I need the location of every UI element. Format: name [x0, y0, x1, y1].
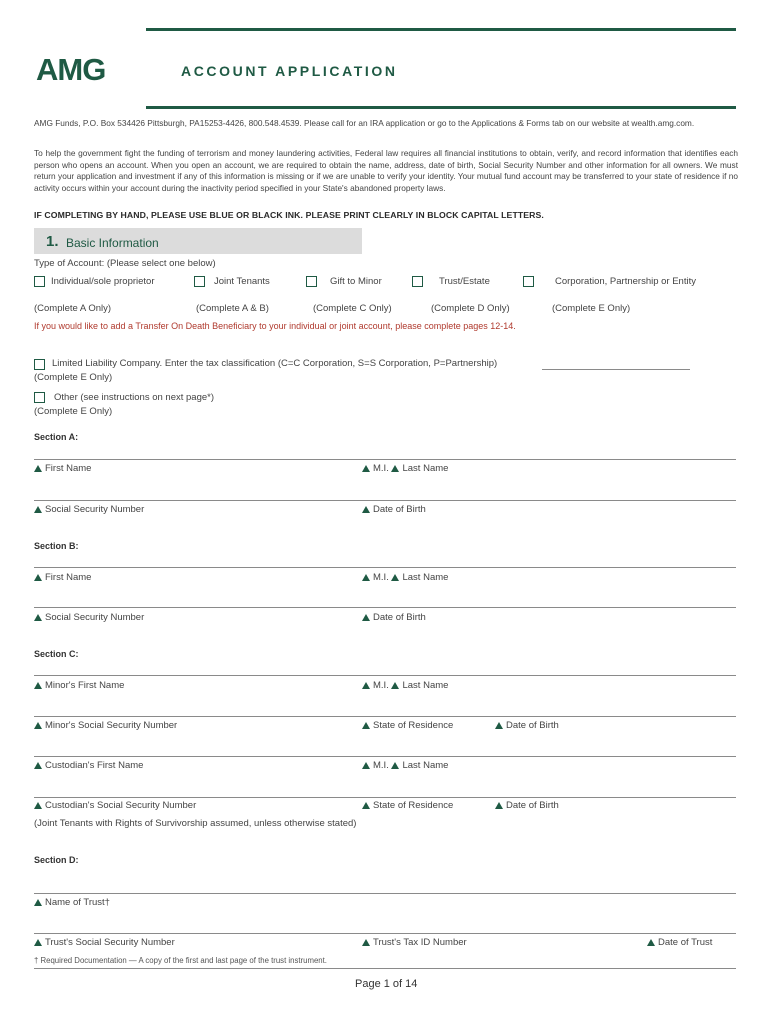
- ink-notice: IF COMPLETING BY HAND, PLEASE USE BLUE OR BLACK INK. PLEASE PRINT CLEARLY IN BLOCK CAPITAL LETTERS.: [34, 210, 544, 220]
- section-1-number: 1.: [46, 233, 59, 250]
- option-individual-label: Individual/sole proprietor: [51, 276, 155, 287]
- required-marker-icon: [391, 762, 399, 769]
- b-ssn-field[interactable]: Social Security Number: [34, 612, 144, 623]
- section-b-line-1: [34, 567, 736, 568]
- c-minor-first-name-field[interactable]: Minor's First Name: [34, 680, 124, 691]
- c-custodian-ssn-field[interactable]: Custodian's Social Security Number: [34, 800, 196, 811]
- llc-tax-classification-field[interactable]: [542, 369, 690, 370]
- section-b-line-2: [34, 607, 736, 608]
- required-marker-icon: [34, 465, 42, 472]
- required-marker-icon: [362, 682, 370, 689]
- tod-notice: If you would like to add a Transfer On Death Beneficiary to your individual or joint account, please complete pages 12-14.: [34, 321, 516, 331]
- c-minor-mi-last-name-field[interactable]: M.I. Last Name: [362, 680, 448, 691]
- b-mi-last-name-field[interactable]: M.I. Last Name: [362, 572, 448, 583]
- required-marker-icon: [34, 574, 42, 581]
- option-trust-label: Trust/Estate: [439, 276, 490, 287]
- llc-label: Limited Liability Company. Enter the tax classification (C=C Corporation, S=S Corporation, P=Partnership): [52, 358, 498, 369]
- required-marker-icon: [34, 506, 42, 513]
- option-joint-label: Joint Tenants: [214, 276, 270, 287]
- note-individual: (Complete A Only): [34, 303, 112, 314]
- section-d-line-1: [34, 893, 736, 894]
- amg-logo: AMG: [36, 52, 106, 87]
- section-c-title: Section C:: [34, 649, 79, 659]
- required-marker-icon: [34, 899, 42, 906]
- section-d-line-2: [34, 933, 736, 934]
- section-c-line-1: [34, 675, 736, 676]
- a-ssn-field[interactable]: Social Security Number: [34, 504, 144, 515]
- required-marker-icon: [495, 802, 503, 809]
- section-a-title: Section A:: [34, 432, 79, 442]
- section-b-title: Section B:: [34, 541, 79, 551]
- checkbox-gift-to-minor[interactable]: [306, 276, 317, 287]
- required-marker-icon: [34, 614, 42, 621]
- section-1-title: Basic Information: [66, 236, 159, 250]
- required-marker-icon: [362, 574, 370, 581]
- required-marker-icon: [34, 722, 42, 729]
- c-minor-ssn-field[interactable]: Minor's Social Security Number: [34, 720, 177, 731]
- header-rule-top: [146, 28, 736, 31]
- joint-tenants-note: (Joint Tenants with Rights of Survivorship assumed, unless otherwise stated): [34, 818, 357, 829]
- checkbox-llc[interactable]: [34, 359, 45, 370]
- address-paragraph: AMG Funds, P.O. Box 534426 Pittsburgh, PA15253-4426, 800.548.4539. Please call for an IRA application or go to the Applications & Forms tab on our website at wealth.amg.com.: [34, 118, 695, 128]
- section-a-line-1: [34, 459, 736, 460]
- required-marker-icon: [391, 574, 399, 581]
- note-joint: (Complete A & B): [196, 303, 269, 314]
- d-trust-tax-id-field[interactable]: Trust's Tax ID Number: [362, 937, 467, 948]
- a-mi-last-name-field[interactable]: M.I. Last Name: [362, 463, 448, 474]
- required-marker-icon: [362, 722, 370, 729]
- required-marker-icon: [362, 762, 370, 769]
- d-trust-date-field[interactable]: Date of Trust: [647, 937, 712, 948]
- b-first-name-field[interactable]: First Name: [34, 572, 91, 583]
- required-marker-icon: [495, 722, 503, 729]
- note-corporation: (Complete E Only): [552, 303, 631, 314]
- c-minor-dob-field[interactable]: Date of Birth: [495, 720, 559, 731]
- llc-note: (Complete E Only): [34, 372, 113, 383]
- c-minor-state-field[interactable]: State of Residence: [362, 720, 453, 731]
- required-marker-icon: [34, 802, 42, 809]
- a-dob-field[interactable]: Date of Birth: [362, 504, 426, 515]
- checkbox-individual[interactable]: [34, 276, 45, 287]
- footer-rule: [34, 968, 736, 969]
- d-trust-name-field[interactable]: Name of Trust†: [34, 897, 110, 908]
- required-marker-icon: [391, 465, 399, 472]
- option-gift-label: Gift to Minor: [330, 276, 382, 287]
- required-marker-icon: [362, 465, 370, 472]
- page-number: Page 1 of 14: [355, 978, 418, 990]
- note-trust: (Complete D Only): [431, 303, 510, 314]
- b-dob-field[interactable]: Date of Birth: [362, 612, 426, 623]
- other-label: Other (see instructions on next page*): [54, 392, 215, 403]
- required-marker-icon: [34, 939, 42, 946]
- required-marker-icon: [362, 939, 370, 946]
- c-custodian-dob-field[interactable]: Date of Birth: [495, 800, 559, 811]
- c-custodian-first-name-field[interactable]: Custodian's First Name: [34, 760, 143, 771]
- document-title: ACCOUNT APPLICATION: [181, 63, 398, 79]
- trust-footnote: † Required Documentation — A copy of the first and last page of the trust instrument.: [34, 956, 327, 965]
- section-c-line-3: [34, 756, 736, 757]
- section-d-title: Section D:: [34, 855, 79, 865]
- checkbox-corporation[interactable]: [523, 276, 534, 287]
- option-corporation-label: Corporation, Partnership or Entity: [555, 276, 696, 287]
- header-rule-bottom: [146, 106, 736, 109]
- required-marker-icon: [391, 682, 399, 689]
- section-c-line-4: [34, 797, 736, 798]
- c-custodian-mi-last-name-field[interactable]: M.I. Last Name: [362, 760, 448, 771]
- account-type-prompt: Type of Account: (Please select one below): [34, 258, 216, 269]
- checkbox-joint-tenants[interactable]: [194, 276, 205, 287]
- other-note: (Complete E Only): [34, 406, 113, 417]
- section-c-line-2: [34, 716, 736, 717]
- d-trust-ssn-field[interactable]: Trust's Social Security Number: [34, 937, 175, 948]
- section-a-line-2: [34, 500, 736, 501]
- required-marker-icon: [34, 762, 42, 769]
- required-marker-icon: [362, 614, 370, 621]
- required-marker-icon: [362, 506, 370, 513]
- required-marker-icon: [362, 802, 370, 809]
- note-gift: (Complete C Only): [313, 303, 392, 314]
- a-first-name-field[interactable]: First Name: [34, 463, 91, 474]
- required-marker-icon: [647, 939, 655, 946]
- checkbox-other[interactable]: [34, 392, 45, 403]
- required-marker-icon: [34, 682, 42, 689]
- c-custodian-state-field[interactable]: State of Residence: [362, 800, 453, 811]
- checkbox-trust-estate[interactable]: [412, 276, 423, 287]
- patriot-act-paragraph: To help the government fight the funding of terrorism and money laundering activities, Federal law requires all financial institutions to obtain, verify, and record information that identifies each person who opens an account. When you open an account, we are required to obtain the name, address, date of birth, Social Security Number and other information for all owners. We must return your application and investment if any of this information is missing or if we are unable to verify your identity. Your mutual fund account may be transferred to your state of residence if no activity occurs within your account during the inactivity period specified in your State's abandoned property laws.: [34, 148, 738, 193]
